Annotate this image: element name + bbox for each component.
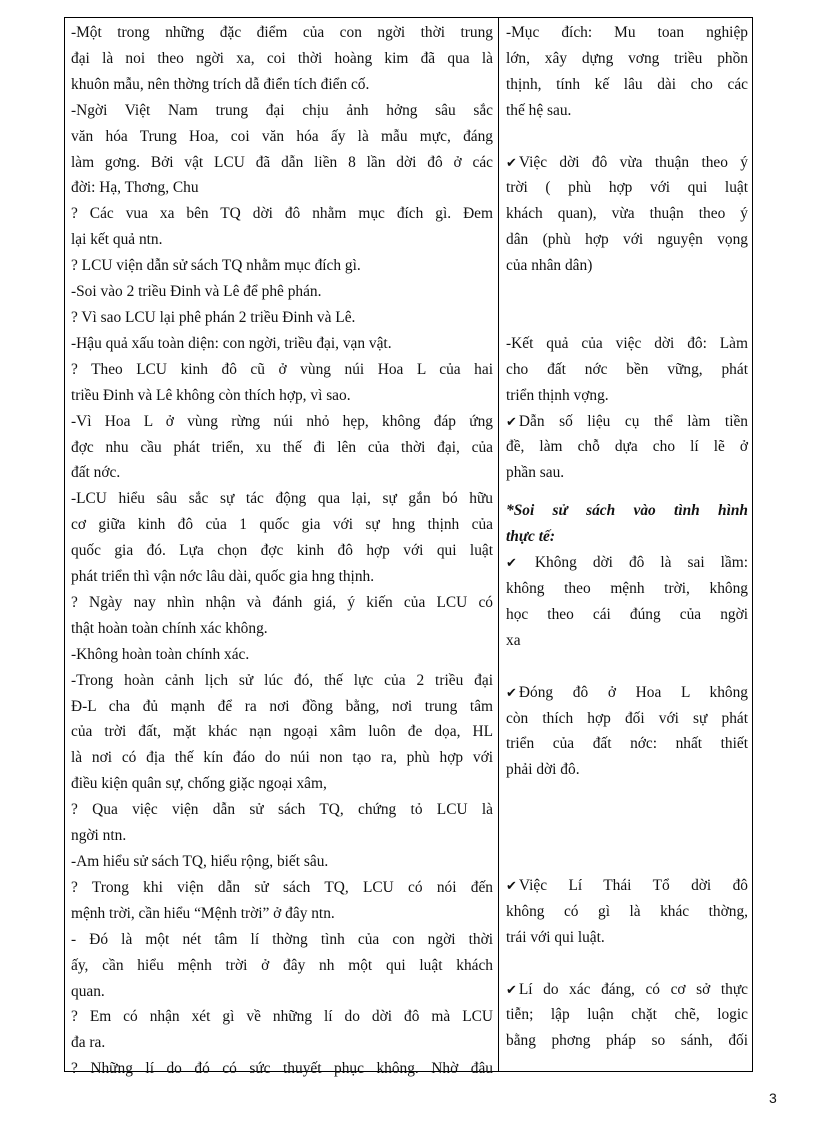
text-line: *Soi sử sách vào tình hình xyxy=(506,502,748,520)
text-line: ✔ Dẫn số liệu cụ thể làm tiền xyxy=(506,409,748,435)
text-line: trái với qui luật. xyxy=(506,928,605,946)
spacer xyxy=(506,783,748,809)
text-line: ? Theo LCU kinh đô cũ ở vùng núi Hoa L của hai xyxy=(71,360,493,378)
text-line: triển thịnh vợng. xyxy=(506,386,609,404)
text-line: ✔ Đóng đô ở Hoa L không xyxy=(506,680,748,706)
text-line: không có gì là khác thờng, xyxy=(506,902,748,920)
spacer xyxy=(506,124,748,150)
text-line: phải dời đô. xyxy=(506,761,580,779)
text-line: Đ-L cha đủ mạnh để ra nơi đồng bằng, nơi trung tâm xyxy=(71,697,493,715)
text-line: của trời đất, mặt khác nạn ngoại xâm luôn đe dọa, HL xyxy=(71,723,493,741)
text-line: ? Ngày nay nhìn nhận và đánh giá, ý kiến của LCU có xyxy=(71,593,493,611)
text-line: -Mục đích: Mu toan nghiệp xyxy=(506,24,748,41)
spacer xyxy=(506,654,748,680)
check-mark-icon: ✔ xyxy=(506,684,517,700)
text-line: ? Những lí do đó có sức thuyết phục không. Nhờ đâu xyxy=(71,1060,493,1078)
text-line: ? Qua việc viện dẫn sử sách TQ, chứng tỏ LCU là xyxy=(71,801,493,819)
text-line: triển của đất nớc: nhất thiết xyxy=(506,735,748,753)
text-line: -Vì Hoa L ở vùng rừng núi nhỏ hẹp, không đáp ứng xyxy=(71,412,493,430)
text-line: cho đất nớc bền vững, phát xyxy=(506,360,748,378)
text-line: làm gơng. Bởi vật LCU đã dẫn liền 8 lần dời đô ở các xyxy=(71,153,493,171)
page-number: 3 xyxy=(769,1090,777,1106)
text-line: ✔ Lí do xác đáng, có cơ sở thực xyxy=(506,977,748,1003)
text-line: trời ( phù hợp với qui luật xyxy=(506,179,748,197)
text-line: ? Trong khi viện dẫn sử sách TQ, LCU có nói đến xyxy=(71,878,493,896)
check-mark-icon: ✔ xyxy=(506,555,517,571)
text-line: đời: Hạ, Thơng, Chu xyxy=(71,179,199,197)
spacer xyxy=(506,861,748,873)
text-line: văn hóa Trung Hoa, coi văn hóa ấy là mẫu mực, đáng xyxy=(71,127,493,145)
text-line: -Hậu quả xấu toàn diện: con ngời, triều đại, vạn vật. xyxy=(71,334,392,352)
text-line: khách quan), vừa thuận theo ý xyxy=(506,205,748,223)
text-line: -LCU hiểu sâu sắc sự tác động qua lại, sự gắn bó hữu xyxy=(71,490,493,508)
text-line: thật hoàn toàn chính xác không. xyxy=(71,619,268,637)
text-line: quốc gia đó. Lựa chọn đợc kinh đô hợp với qui luật xyxy=(71,542,493,560)
text-line: phát triển thì vận nớc lâu dài, quốc gia hng thịnh. xyxy=(71,568,375,586)
text-line: cơ giữa kinh đô của 1 quốc gia với sự hng thịnh của xyxy=(71,516,493,534)
text-line: bằng phơng pháp so sánh, đối xyxy=(506,1032,748,1050)
text-line: đại là noi theo ngời xa, coi thời hoàng kim đã qua là xyxy=(71,49,493,67)
text-line: ? Em có nhận xét gì về những lí do dời đô mà LCU xyxy=(71,1008,493,1026)
text-line: thực tế: xyxy=(506,528,555,546)
text-line: -Soi vào 2 triều Đinh và Lê để phê phán. xyxy=(71,283,322,301)
lesson-table xyxy=(64,17,753,1078)
text-line: lại kết quả ntn. xyxy=(71,231,163,249)
text-line: -Trong hoàn cảnh lịch sử lúc đó, thế lực của 2 triều đại xyxy=(71,671,493,689)
spacer xyxy=(506,835,748,861)
text-line: -Không hoàn toàn chính xác. xyxy=(71,645,250,663)
spacer xyxy=(506,486,748,498)
spacer xyxy=(506,951,748,977)
text-line: ✔ Không dời đô là sai lầm: xyxy=(506,550,748,576)
text-line: tiễn; lập luận chặt chẽ, logic xyxy=(506,1006,748,1024)
spacer xyxy=(506,305,748,331)
text-line: thịnh, tính kế lâu dài cho các xyxy=(506,75,748,93)
check-mark-icon: ✔ xyxy=(506,981,517,997)
text-line: ấy, cần hiểu mệnh trời ở đây nh một qui luật khách xyxy=(71,956,493,974)
text-line: học theo cái đúng của ngời xyxy=(506,605,748,623)
text-line: khuôn mẫu, nên thờng trích dẫ điển tích điển cố. xyxy=(71,75,370,93)
text-line: mệnh trời, cần hiểu “Mệnh trời” ở đây ntn. xyxy=(71,904,335,922)
text-line: đa ra. xyxy=(71,1034,106,1052)
text-line: -Am hiểu sử sách TQ, hiểu rộng, biết sâu. xyxy=(71,853,329,870)
check-mark-icon: ✔ xyxy=(506,154,517,170)
text-line: triều Đinh và Lê không còn thích hợp, vì sao. xyxy=(71,386,351,404)
text-line: ✔ Việc Lí Thái Tổ dời đô xyxy=(506,873,748,899)
check-mark-icon: ✔ xyxy=(506,413,517,429)
text-line: không theo mệnh trời, không xyxy=(506,579,748,597)
text-line: -Ngời Việt Nam trung đại chịu ảnh hởng sâu sắc xyxy=(71,101,493,119)
text-line: phần sau. xyxy=(506,464,565,482)
text-line: ? Vì sao LCU lại phê phán 2 triều Đinh và Lê. xyxy=(71,308,356,326)
text-line: thế hệ sau. xyxy=(506,101,572,119)
text-line: là nơi có địa thế kín đáo do núi non tạo ra, phù hợp với xyxy=(71,749,493,767)
text-line: đề, làm chỗ dựa cho lí lẽ ở xyxy=(506,438,748,456)
text-line: còn thích hợp đối với sự phát xyxy=(506,709,748,727)
spacer xyxy=(506,279,748,305)
text-line: -Một trong những đặc điểm của con ngời thời trung xyxy=(71,24,493,41)
text-line: ngời ntn. xyxy=(71,827,127,845)
right-column-answers xyxy=(499,18,752,1071)
text-line: quan. xyxy=(71,982,105,1000)
text-line: lớn, xây dựng vơng triều phồn xyxy=(506,49,748,67)
check-mark-icon: ✔ xyxy=(506,877,517,893)
text-line: xa xyxy=(506,631,521,649)
left-column-questions xyxy=(65,18,499,1078)
text-line: của nhân dân) xyxy=(506,257,593,275)
spacer xyxy=(506,809,748,835)
text-line: - Đó là một nét tâm lí thờng tình của con ngời thời xyxy=(71,930,493,948)
text-line: đất nớc. xyxy=(71,464,121,482)
text-line: đợc nhu cầu phát triển, xu thế đi lên của thời đại, của xyxy=(71,438,493,456)
text-line: ✔ Việc dời đô vừa thuận theo ý xyxy=(506,150,748,176)
text-line: ? Các vua xa bên TQ dời đô nhằm mục đích gì. Đem xyxy=(71,205,493,223)
text-line: dân (phù hợp với nguyện vọng xyxy=(506,231,748,249)
text-line: -Kết quả của việc dời đô: Làm xyxy=(506,334,748,352)
text-line: ? LCU viện dẫn sử sách TQ nhằm mục đích gì. xyxy=(71,257,361,275)
text-line: điều kiện quân sự, chống giặc ngoại xâm, xyxy=(71,775,327,793)
